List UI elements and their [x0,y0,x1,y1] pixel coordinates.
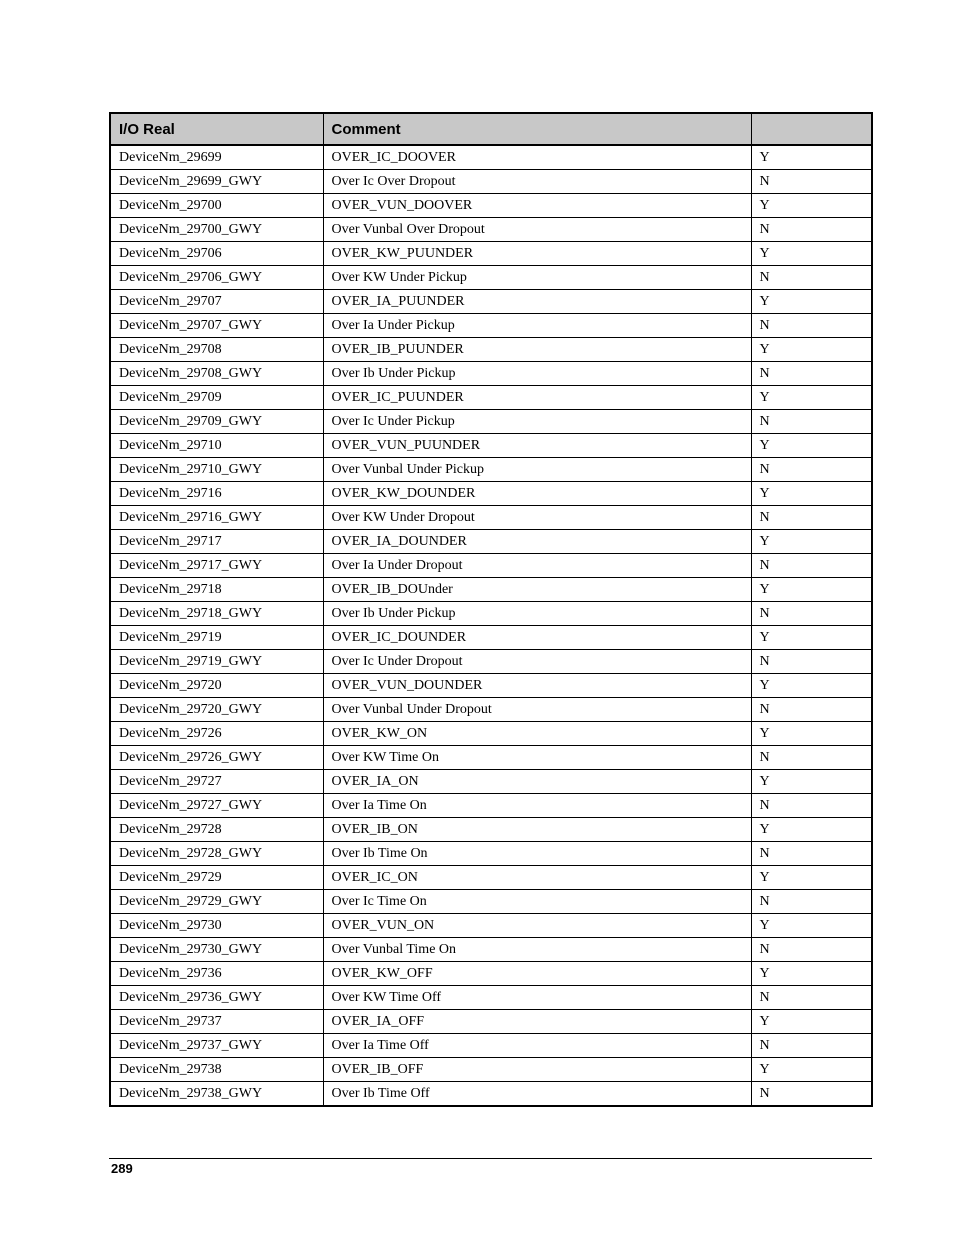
comment-cell: OVER_IA_DOUNDER [323,530,751,554]
flag-cell: N [751,650,872,674]
comment-cell: OVER_IC_PUUNDER [323,386,751,410]
flag-cell: N [751,890,872,914]
comment-cell: Over Ic Time On [323,890,751,914]
flag-cell: Y [751,530,872,554]
table-row [110,650,872,674]
io-real-cell: DeviceNm_29716_GWY [110,506,323,530]
io-real-cell: DeviceNm_29700 [110,194,323,218]
comment-cell: Over Ib Time On [323,842,751,866]
flag-cell: N [751,170,872,194]
io-real-cell: DeviceNm_29738_GWY [110,1082,323,1107]
table-row [110,218,872,242]
table-row [110,722,872,746]
io-real-cell: DeviceNm_29730_GWY [110,938,323,962]
comment-cell: OVER_IA_OFF [323,1010,751,1034]
io-real-cell: DeviceNm_29717_GWY [110,554,323,578]
io-real-cell: DeviceNm_29707_GWY [110,314,323,338]
table-row [110,578,872,602]
table-body [110,145,872,1106]
comment-cell: OVER_IB_ON [323,818,751,842]
table-row [110,602,872,626]
flag-cell: Y [751,290,872,314]
table-row [110,434,872,458]
page-number: 289 [111,1161,133,1176]
io-real-cell: DeviceNm_29727 [110,770,323,794]
table-row [110,145,872,170]
comment-cell: OVER_IB_PUUNDER [323,338,751,362]
table-row [110,746,872,770]
io-real-cell: DeviceNm_29737_GWY [110,1034,323,1058]
io-real-cell: DeviceNm_29710_GWY [110,458,323,482]
table-row [110,386,872,410]
table-header-row [110,113,872,145]
flag-cell: N [751,554,872,578]
comment-cell: Over Ic Under Pickup [323,410,751,434]
table-row [110,890,872,914]
io-real-cell: DeviceNm_29717 [110,530,323,554]
io-real-cell: DeviceNm_29707 [110,290,323,314]
comment-cell: OVER_VUN_PUUNDER [323,434,751,458]
comment-cell: Over Vunbal Over Dropout [323,218,751,242]
table-row [110,698,872,722]
table-row [110,674,872,698]
flag-cell: Y [751,338,872,362]
io-real-cell: DeviceNm_29729 [110,866,323,890]
comment-cell: Over Ia Time Off [323,1034,751,1058]
io-real-cell: DeviceNm_29718 [110,578,323,602]
flag-cell: Y [751,770,872,794]
io-real-cell: DeviceNm_29728_GWY [110,842,323,866]
comment-cell: Over KW Under Dropout [323,506,751,530]
io-table [109,112,873,1107]
flag-cell: N [751,410,872,434]
io-real-cell: DeviceNm_29720 [110,674,323,698]
flag-cell: Y [751,626,872,650]
table-row [110,410,872,434]
flag-cell: Y [751,818,872,842]
flag-cell: Y [751,482,872,506]
table-row [110,986,872,1010]
io-real-cell: DeviceNm_29706_GWY [110,266,323,290]
header-comment: Comment [323,113,751,145]
comment-cell: OVER_VUN_ON [323,914,751,938]
flag-cell: N [751,218,872,242]
table-row [110,530,872,554]
comment-cell: Over Vunbal Under Dropout [323,698,751,722]
flag-cell: N [751,1082,872,1107]
io-real-cell: DeviceNm_29719 [110,626,323,650]
table-row [110,362,872,386]
flag-cell: N [751,314,872,338]
comment-cell: Over Ia Under Dropout [323,554,751,578]
comment-cell: OVER_VUN_DOOVER [323,194,751,218]
comment-cell: Over Ib Under Pickup [323,602,751,626]
comment-cell: Over Ia Under Pickup [323,314,751,338]
comment-cell: OVER_IA_ON [323,770,751,794]
io-real-cell: DeviceNm_29700_GWY [110,218,323,242]
table-row [110,170,872,194]
flag-cell: N [751,938,872,962]
flag-cell: Y [751,434,872,458]
flag-cell: Y [751,866,872,890]
flag-cell: N [751,746,872,770]
io-real-cell: DeviceNm_29709 [110,386,323,410]
io-real-cell: DeviceNm_29699_GWY [110,170,323,194]
flag-cell: Y [751,962,872,986]
io-real-cell: DeviceNm_29727_GWY [110,794,323,818]
table-row [110,962,872,986]
flag-cell: N [751,698,872,722]
table-row [110,842,872,866]
comment-cell: OVER_KW_DOUNDER [323,482,751,506]
table-row [110,482,872,506]
header-flag [751,113,872,145]
table-row [110,242,872,266]
io-real-cell: DeviceNm_29718_GWY [110,602,323,626]
table-row [110,1034,872,1058]
table-row [110,458,872,482]
comment-cell: OVER_VUN_DOUNDER [323,674,751,698]
flag-cell: Y [751,1058,872,1082]
table-row [110,794,872,818]
flag-cell: N [751,458,872,482]
io-real-cell: DeviceNm_29719_GWY [110,650,323,674]
comment-cell: OVER_IC_DOOVER [323,145,751,170]
table-row [110,194,872,218]
comment-cell: Over Ib Time Off [323,1082,751,1107]
io-real-cell: DeviceNm_29728 [110,818,323,842]
table-row [110,866,872,890]
flag-cell: N [751,602,872,626]
io-real-cell: DeviceNm_29708_GWY [110,362,323,386]
flag-cell: Y [751,194,872,218]
flag-cell: Y [751,242,872,266]
comment-cell: Over KW Time Off [323,986,751,1010]
io-real-cell: DeviceNm_29738 [110,1058,323,1082]
io-real-cell: DeviceNm_29726 [110,722,323,746]
flag-cell: Y [751,578,872,602]
io-real-cell: DeviceNm_29706 [110,242,323,266]
table-row [110,938,872,962]
io-real-cell: DeviceNm_29720_GWY [110,698,323,722]
io-real-cell: DeviceNm_29730 [110,914,323,938]
flag-cell: N [751,986,872,1010]
comment-cell: Over Ic Under Dropout [323,650,751,674]
comment-cell: Over KW Time On [323,746,751,770]
comment-cell: Over KW Under Pickup [323,266,751,290]
flag-cell: N [751,794,872,818]
io-real-cell: DeviceNm_29716 [110,482,323,506]
table-row [110,914,872,938]
table-row [110,818,872,842]
io-real-cell: DeviceNm_29709_GWY [110,410,323,434]
comment-cell: OVER_IC_ON [323,866,751,890]
comment-cell: Over Ic Over Dropout [323,170,751,194]
io-real-cell: DeviceNm_29737 [110,1010,323,1034]
io-real-cell: DeviceNm_29736_GWY [110,986,323,1010]
flag-cell: N [751,506,872,530]
flag-cell: N [751,1034,872,1058]
flag-cell: N [751,362,872,386]
comment-cell: OVER_IB_DOUnder [323,578,751,602]
comment-cell: OVER_KW_ON [323,722,751,746]
io-real-cell: DeviceNm_29699 [110,145,323,170]
table-row [110,506,872,530]
table-row [110,266,872,290]
io-real-cell: DeviceNm_29736 [110,962,323,986]
io-real-cell: DeviceNm_29708 [110,338,323,362]
flag-cell: Y [751,914,872,938]
comment-cell: OVER_IB_OFF [323,1058,751,1082]
table-row [110,554,872,578]
footer-rule [109,1158,872,1159]
header-io-real: I/O Real [110,113,323,145]
comment-cell: OVER_IA_PUUNDER [323,290,751,314]
table-row [110,338,872,362]
table-row [110,290,872,314]
flag-cell: Y [751,1010,872,1034]
comment-cell: Over Vunbal Under Pickup [323,458,751,482]
flag-cell: N [751,842,872,866]
comment-cell: OVER_KW_OFF [323,962,751,986]
comment-cell: Over Vunbal Time On [323,938,751,962]
io-real-cell: DeviceNm_29729_GWY [110,890,323,914]
comment-cell: OVER_IC_DOUNDER [323,626,751,650]
table-row [110,314,872,338]
io-real-cell: DeviceNm_29710 [110,434,323,458]
io-real-cell: DeviceNm_29726_GWY [110,746,323,770]
table-row [110,770,872,794]
table-row [110,1082,872,1107]
flag-cell: Y [751,722,872,746]
flag-cell: N [751,266,872,290]
flag-cell: Y [751,386,872,410]
table-row [110,626,872,650]
comment-cell: Over Ia Time On [323,794,751,818]
comment-cell: OVER_KW_PUUNDER [323,242,751,266]
table-row [110,1010,872,1034]
flag-cell: Y [751,145,872,170]
table-row [110,1058,872,1082]
comment-cell: Over Ib Under Pickup [323,362,751,386]
flag-cell: Y [751,674,872,698]
